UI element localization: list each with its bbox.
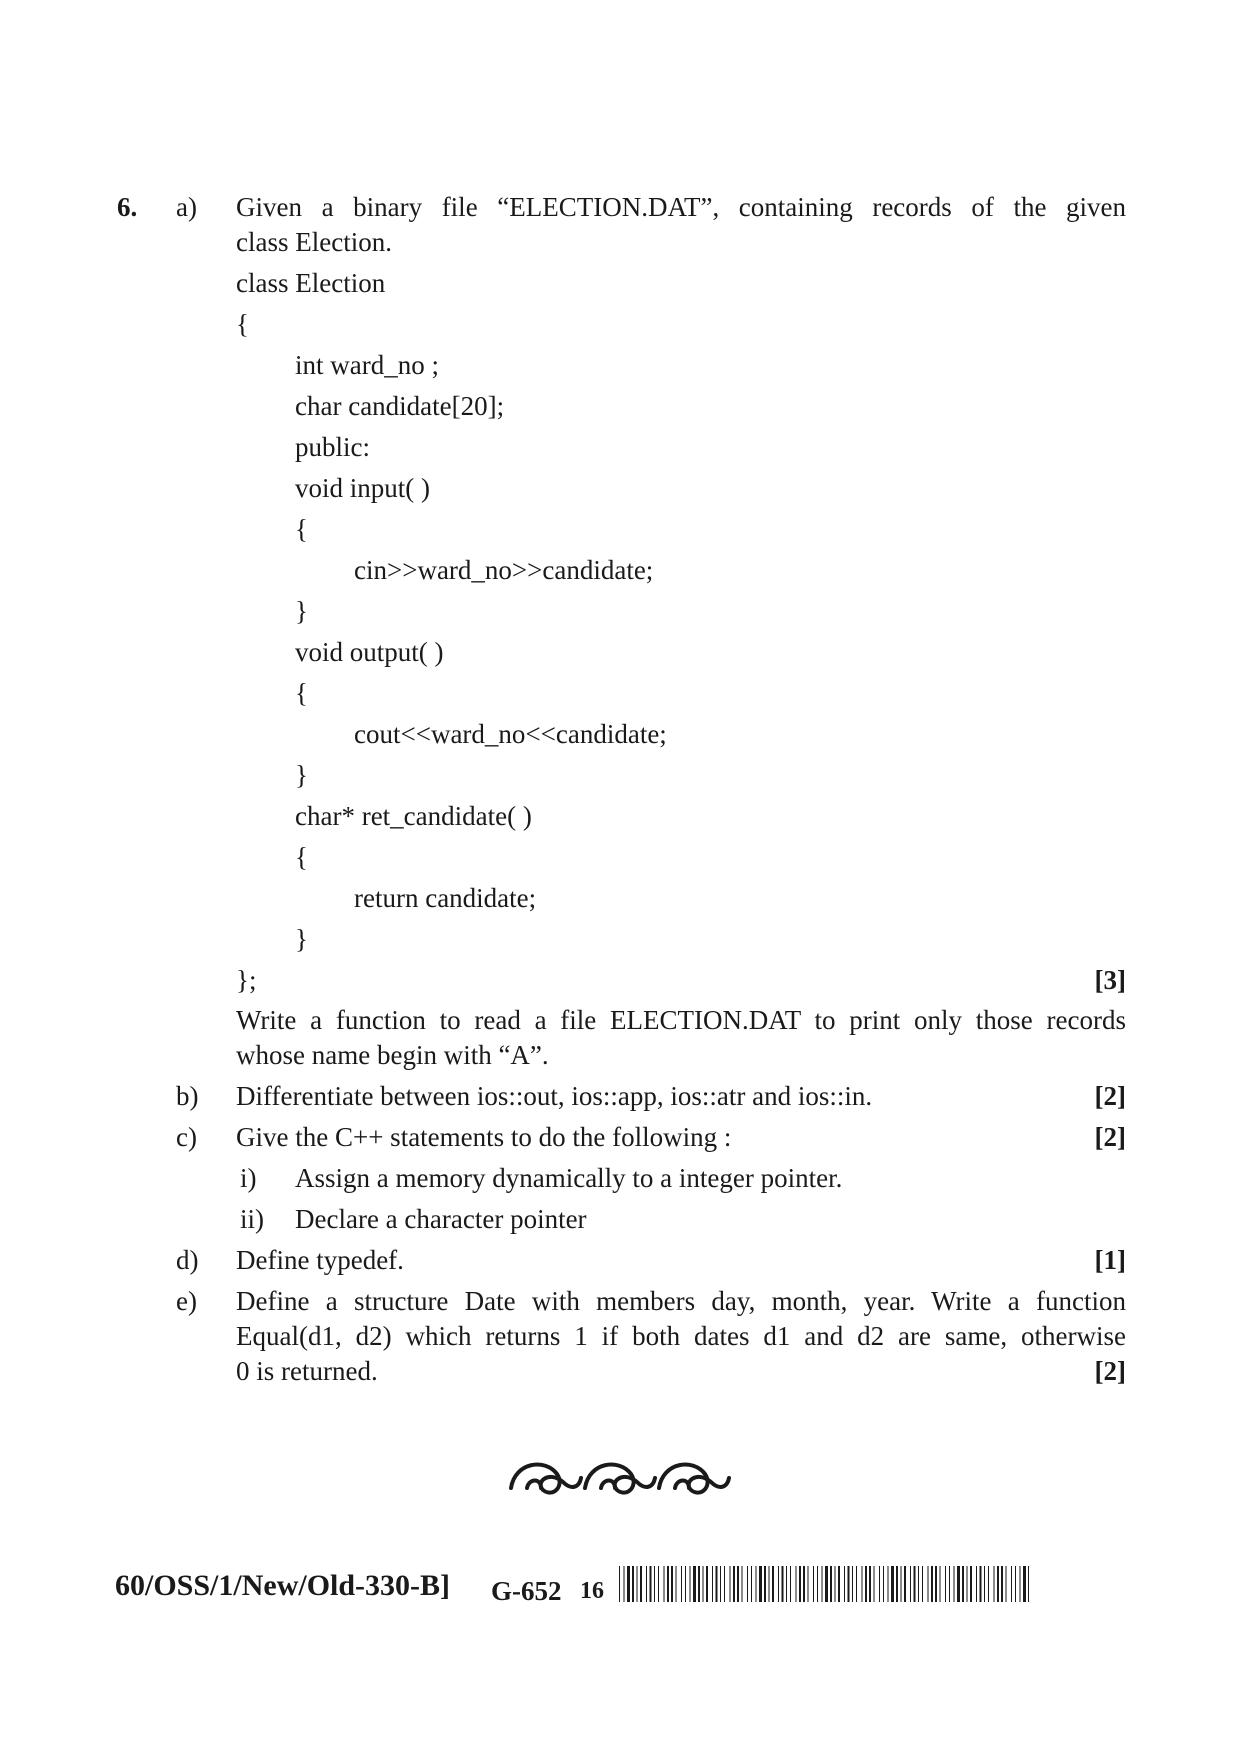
part-a-label: a) [176, 192, 197, 222]
part-c-marks: [2] [1094, 1122, 1126, 1152]
part-d-marks: [1] [1094, 1245, 1126, 1275]
code-line: cin>>ward_no>>candidate; [354, 555, 654, 585]
part-b-text: Differentiate between ios::out, ios::app, ios::atr and ios::in. [236, 1081, 873, 1111]
code-line: return candidate; [354, 883, 537, 913]
code-line: class Election [236, 268, 386, 298]
part-b-marks: [2] [1094, 1081, 1126, 1111]
part-c-item-label: ii) [240, 1204, 264, 1234]
question-number: 6. [117, 192, 138, 222]
code-line: } [295, 760, 308, 790]
part-d-label: d) [176, 1245, 199, 1275]
part-c-item-label: i) [240, 1163, 257, 1193]
code-line: void input( ) [295, 473, 430, 503]
code-line: } [295, 596, 308, 626]
code-line: }; [236, 965, 257, 995]
paper-code: 60/OSS/1/New/Old-330-B] [115, 1569, 451, 1602]
code-line: { [295, 678, 308, 708]
part-a-marks: [3] [1094, 965, 1126, 995]
code-line: char* ret_candidate( ) [295, 801, 532, 831]
part-a-intro-line1: Given a binary file “ELECTION.DAT”, containing records of the given [236, 192, 1126, 222]
code-line: void output( ) [295, 637, 444, 667]
code-line: { [295, 842, 308, 872]
part-c-item-text: Assign a memory dynamically to a integer pointer. [295, 1163, 843, 1193]
part-c-text: Give the C++ statements to do the following : [236, 1122, 732, 1152]
part-d-text: Define typedef. [236, 1245, 404, 1275]
series-code: G-652 [491, 1576, 562, 1606]
page-number: 16 [580, 1578, 604, 1604]
part-e-line1: Define a structure Date with members day, month, year. Write a function [236, 1286, 1126, 1316]
part-a-task-line1: Write a function to read a file ELECTION.DAT to print only those records [236, 1005, 1126, 1035]
code-line: cout<<ward_no<<candidate; [354, 719, 667, 749]
part-a-intro-line2: class Election. [236, 227, 392, 257]
part-a-task-line2: whose name begin with “A”. [236, 1040, 549, 1070]
code-line: public: [295, 432, 370, 462]
barcode-icon [619, 1566, 1029, 1602]
code-line: { [295, 514, 308, 544]
end-of-paper-flourish-icon [505, 1448, 737, 1508]
part-b-label: b) [176, 1081, 199, 1111]
code-line: int ward_no ; [295, 350, 439, 380]
part-e-label: e) [176, 1286, 197, 1316]
code-line: } [295, 924, 308, 954]
part-c-item-text: Declare a character pointer [295, 1204, 587, 1234]
part-e-line3: 0 is returned. [236, 1356, 378, 1386]
code-line: { [236, 309, 249, 339]
part-e-marks: [2] [1094, 1356, 1126, 1386]
part-e-line2: Equal(d1, d2) which returns 1 if both dates d1 and d2 are same, otherwise [236, 1321, 1126, 1351]
code-line: char candidate[20]; [295, 391, 505, 421]
part-c-label: c) [176, 1122, 197, 1152]
